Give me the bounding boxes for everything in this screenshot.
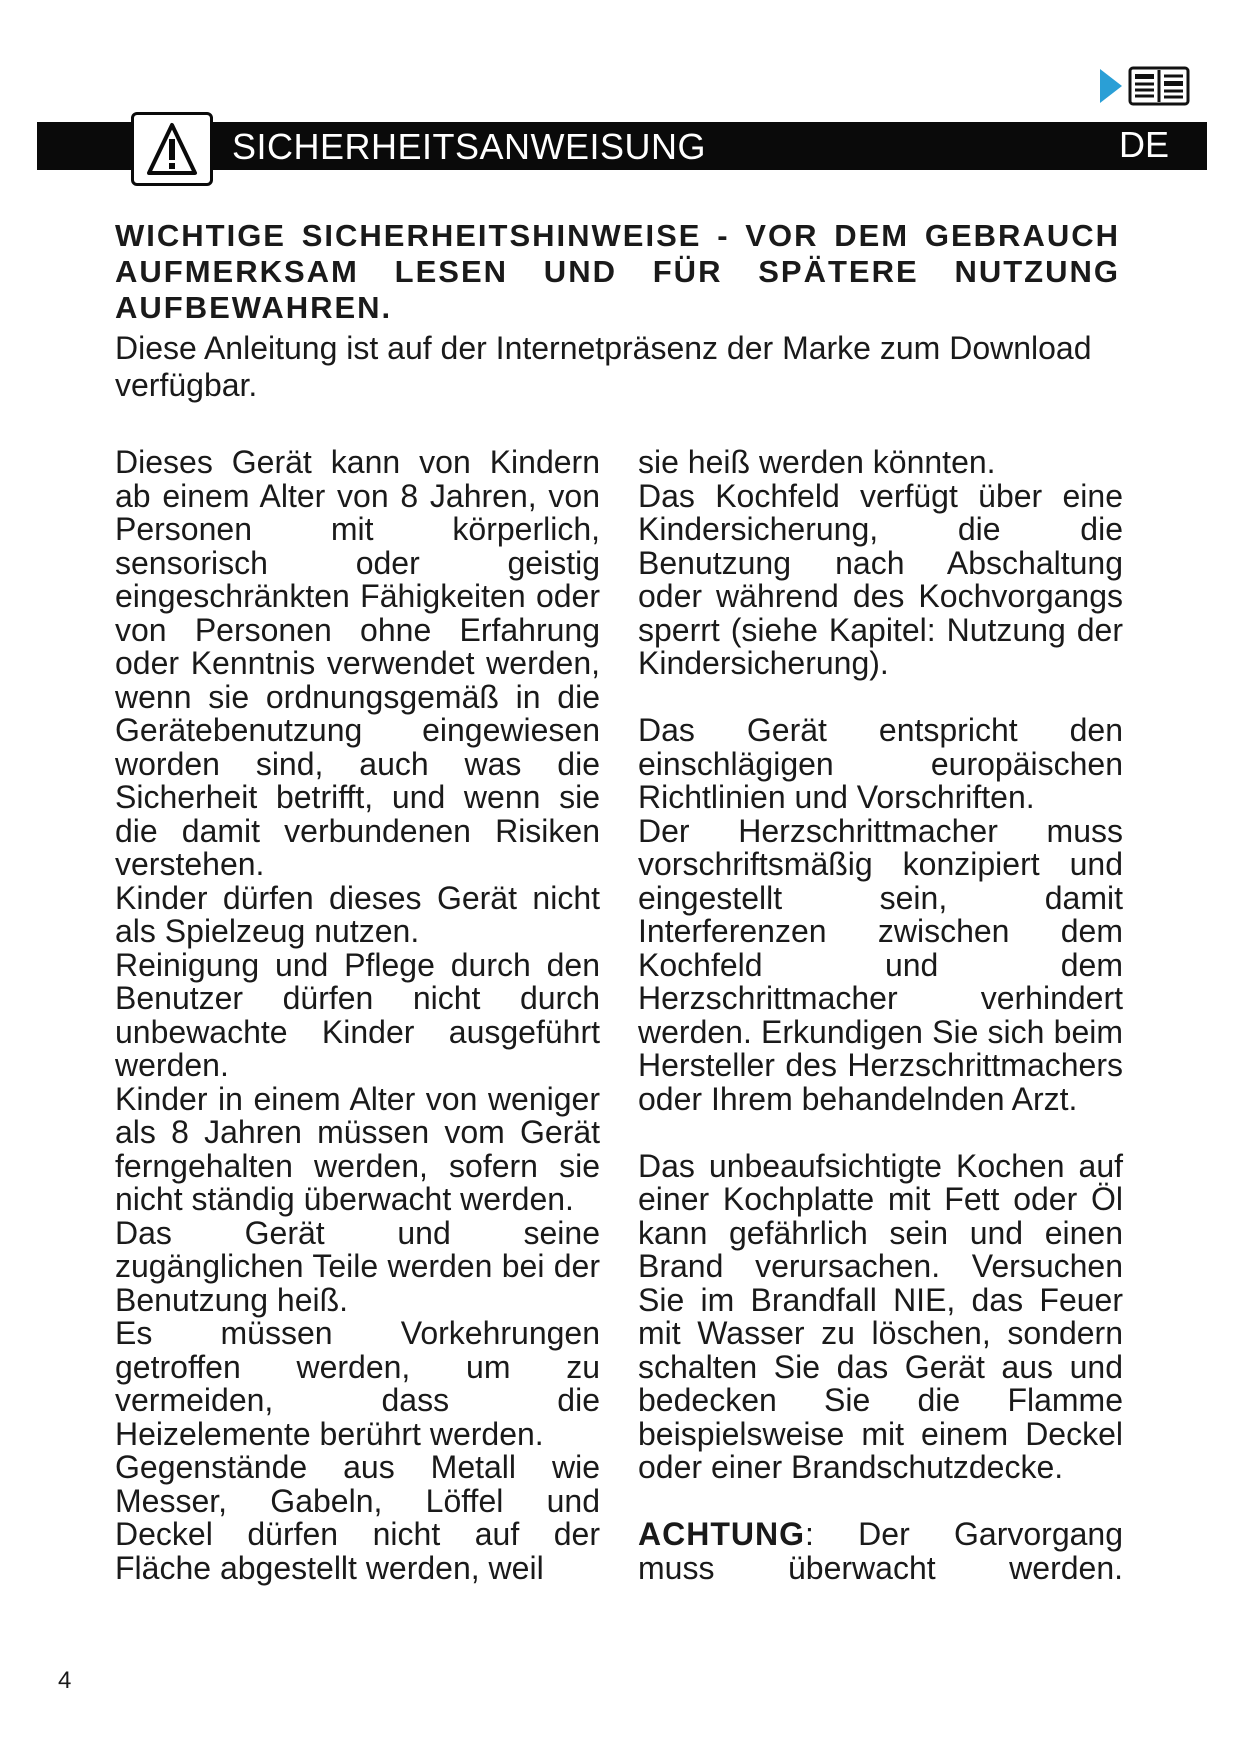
language-code: DE [1118,124,1169,165]
paragraph: Das unbeaufsichtigte Kochen auf einer Kochplatte mit Fett oder Öl kann gefährlich sein und einen Brand verursachen. Versuchen Sie im Brandfall NIE, das Feuer mit Wasser zu löschen, sondern schalten Sie das Gerät aus und bedecken Sie die Flamme beispielsweise mit einem Deckel oder einer Brandschutzdecke. [638,1147,1123,1485]
paragraph-gap [638,1485,1123,1519]
paragraph: Das Gerät entspricht den einschlägigen europäischen Richtlinien und Vorschriften. [638,712,1123,815]
manual-book-icon [1130,68,1188,104]
attention-paragraph [638,1518,1123,1585]
warning-triangle-icon [131,112,213,186]
download-note: Diese Anleitung ist auf der Internetpräsenz der Marke zum Download verfügbar. [115,330,1092,403]
intro-block [115,218,1120,404]
section-title: SICHERHEITSANWEISUNG [232,126,707,167]
page-number: 4 [58,1667,72,1694]
paragraph: Kinder in einem Alter von weniger als 8 Jahren müssen vom Gerät ferngehalten werden, sofern sie nicht ständig überwacht werden. [115,1080,600,1217]
paragraph: Gegenstände aus Metall wie Messer, Gabeln, Löffel und Deckel dürfen nicht auf der Fläche abgestellt werden, weil [115,1449,600,1586]
important-heading: WICHTIGE SICHERHEITSHINWEISE - VOR DEM GEBRAUCH AUFMERKSAM LESEN UND FÜR SPÄTERE NUTZUNG AUFBEWAHREN. [115,218,1120,325]
right-text-column [638,446,1123,1585]
paragraph: Es müssen Vorkehrungen getroffen werden, um zu vermeiden, dass die Heizelemente berührt werden. [115,1315,600,1452]
play-arrow-icon[interactable] [1098,66,1193,106]
paragraph-gap [638,1116,1123,1150]
top-nav-icons [1098,66,1193,106]
paragraph: Reinigung und Pflege durch den Benutzer dürfen nicht durch unbewachte Kinder ausgeführt werden. [115,946,600,1083]
attention-text: : Der Garvorgang muss überwacht werden. [638,1516,1123,1586]
paragraph: Der Herzschrittmacher muss vorschriftsmäßig konzipiert und eingestellt sein, damit Interferenzen zwischen dem Kochfeld und dem Herzschrittmacher verhindert werden. Erkundigen Sie sich beim Hersteller des Herzschrittmachers oder Ihrem behandelnden Arzt. [638,812,1123,1117]
paragraph: Dieses Gerät kann von Kindern ab einem Alter von 8 Jahren, von Personen mit körperlich, sensorisch oder geistig eingeschränkten Fähigkeiten oder von Personen ohne Erfahrung oder Kenntnis verwendet werden, wenn sie ordnungsgemäß in die Gerätebenutzung eingewiesen worden sind, auch was die Sicherheit betrifft, und wenn sie die damit verbundenen Risiken verstehen. [115,444,600,882]
attention-label: ACHTUNG [638,1516,805,1552]
paragraph: sie heiß werden könnten. [638,444,996,480]
left-text-column [115,446,600,1585]
paragraph: Das Kochfeld verfügt über eine Kindersicherung, die die Benutzung nach Abschaltung oder während des Kochvorgangs sperrt (siehe Kapitel: Nutzung der Kindersicherung). [638,477,1123,681]
paragraph-gap [638,681,1123,715]
paragraph: Kinder dürfen dieses Gerät nicht als Spielzeug nutzen. [115,879,600,949]
paragraph: Das Gerät und seine zugänglichen Teile werden bei der Benutzung heiß. [115,1214,600,1318]
